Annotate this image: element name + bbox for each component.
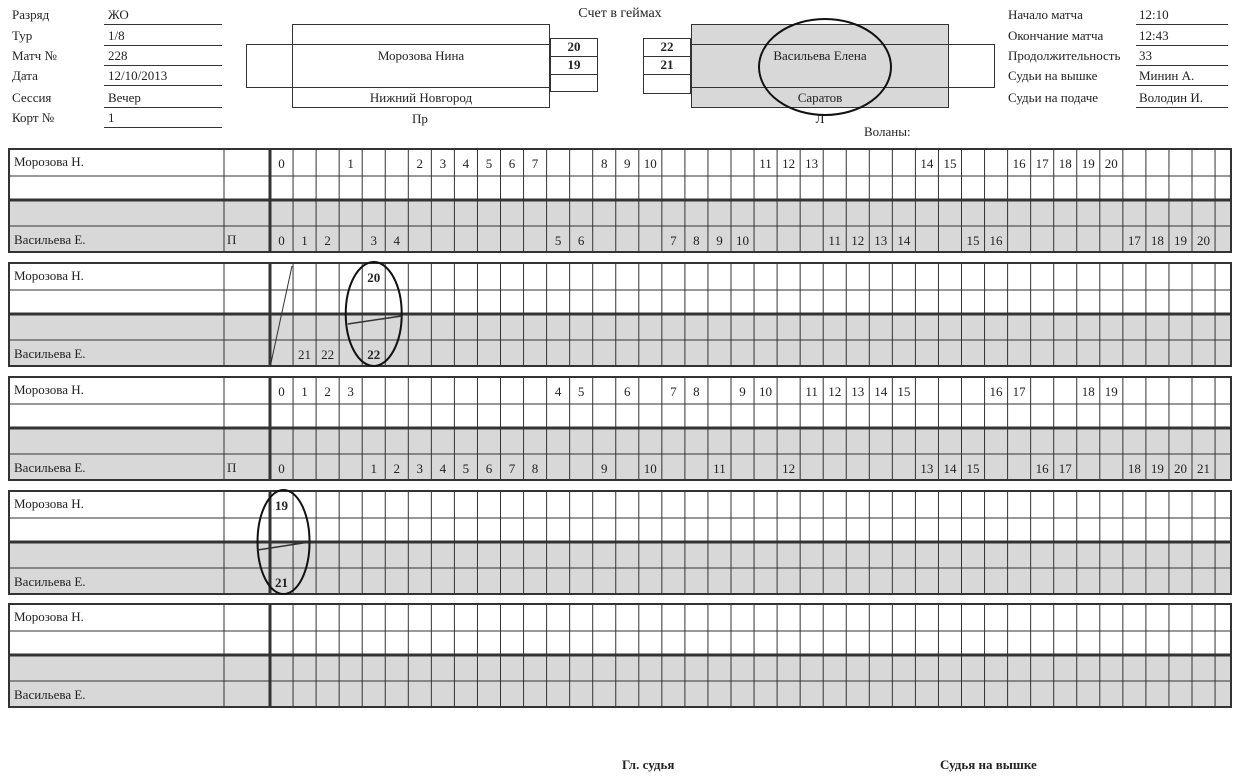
right-player-city: Саратов [797, 90, 843, 105]
score-cell: 1 [301, 384, 308, 399]
score-cell: 8 [600, 156, 608, 171]
score-cell: 20 [1197, 233, 1210, 248]
score-cell: 13 [851, 384, 865, 399]
top-player-name: Морозова Н. [14, 609, 84, 624]
info-value: Вечер [108, 90, 141, 105]
score-cell: 5 [554, 233, 562, 248]
game-block [8, 490, 1232, 595]
score-cell: 5 [577, 384, 585, 399]
score-cell: 2 [393, 461, 400, 476]
score-cell: 3 [347, 384, 354, 399]
score-cell: 18 [1127, 461, 1141, 476]
umpire-label: Судья на вышке [940, 757, 1037, 772]
score-cell: 21 [298, 347, 312, 362]
score-cell: 6 [485, 461, 493, 476]
info-value: Минин А. [1139, 68, 1195, 83]
grid-lines [10, 605, 1230, 706]
score-cell: 8 [531, 461, 539, 476]
left-player-city: Нижний Новгород [369, 90, 473, 105]
underline [104, 65, 222, 66]
left-player-side: Пр [412, 111, 428, 126]
info-label: Дата [12, 68, 38, 83]
bottom-player-name: Васильева Е. [14, 574, 86, 589]
score-cell: 6 [624, 384, 631, 399]
score-cell: 15 [943, 156, 957, 171]
score-cell: 10 [736, 233, 749, 248]
score-cell: 22 [367, 347, 381, 362]
score-cell: 9 [600, 461, 608, 476]
grid-lines [10, 264, 1230, 365]
underline [104, 107, 222, 108]
underline [1136, 24, 1228, 25]
score-cell: 18 [1081, 384, 1095, 399]
score-cell: 10 [643, 461, 657, 476]
info-label: Корт № [12, 110, 55, 125]
underline [1136, 65, 1228, 66]
score-cell: 4 [462, 156, 470, 171]
score-cell: 2 [324, 233, 331, 248]
score-cell: 14 [943, 461, 957, 476]
score-cell: 0 [278, 461, 285, 476]
score-cell: 9 [716, 233, 723, 248]
score-cell: 16 [1035, 461, 1049, 476]
game-block [8, 262, 1232, 367]
score-cell: 19 [1150, 461, 1164, 476]
score-cell: 17 [1012, 384, 1026, 399]
info-value: 1 [108, 110, 115, 125]
slash-mark [348, 316, 402, 324]
info-label: Сессия [12, 90, 52, 105]
score-cell: 11 [759, 156, 772, 171]
info-label: Судьи на вышке [1008, 68, 1098, 83]
score-cell: 4 [439, 461, 447, 476]
info-label: Судьи на подаче [1008, 90, 1099, 105]
underline [1136, 45, 1228, 46]
score-cell: 19 [1081, 156, 1095, 171]
score-cell: 13 [874, 233, 888, 248]
bottom-player-name: Васильева Е. [14, 460, 86, 475]
score-cell: 0 [278, 156, 285, 171]
info-value: 12:10 [1139, 7, 1169, 22]
score-cell: 6 [577, 233, 585, 248]
right-game-score-1: 22 [660, 39, 674, 54]
right-player-name: Васильева Елена [773, 48, 867, 63]
score-cell: 21 [275, 575, 288, 590]
game-block [8, 148, 1232, 253]
score-cell: 12 [828, 384, 842, 399]
info-label: Начало матча [1008, 7, 1083, 22]
divider [550, 74, 598, 75]
score-cell: 11 [828, 233, 841, 248]
score-cell: 14 [897, 233, 911, 248]
score-cell: 20 [1173, 461, 1187, 476]
underline [1136, 85, 1228, 86]
serve-mark: П [227, 232, 237, 247]
divider [643, 74, 691, 75]
score-cell: 18 [1058, 156, 1072, 171]
top-player-name: Морозова Н. [14, 268, 84, 283]
top-player-name: Морозова Н. [14, 382, 84, 397]
score-cell: 19 [1173, 233, 1187, 248]
info-value: 12:43 [1139, 28, 1169, 43]
left-game-score-1: 20 [567, 39, 581, 54]
score-cell: 3 [439, 156, 447, 171]
score-cell: 7 [531, 156, 539, 171]
score-cell: 12 [782, 461, 796, 476]
top-player-name: Морозова Н. [14, 154, 84, 169]
underline [104, 127, 222, 128]
left-player-name: Морозова Нина [377, 48, 465, 63]
score-cell: 7 [670, 384, 677, 399]
score-cell: 7 [670, 233, 677, 248]
underline [104, 24, 222, 25]
score-cell: 3 [370, 233, 377, 248]
score-cell: 22 [321, 347, 335, 362]
bottom-player-name: Васильева Е. [14, 232, 86, 247]
score-cell: 19 [1104, 384, 1118, 399]
score-cell: 5 [485, 156, 493, 171]
score-cell: 10 [759, 384, 773, 399]
bottom-player-name: Васильева Е. [14, 346, 86, 361]
underline [104, 85, 222, 86]
score-cell: 3 [416, 461, 424, 476]
info-value: ЖО [108, 7, 129, 22]
underline [104, 45, 222, 46]
score-cell: 9 [624, 156, 631, 171]
game-block [8, 376, 1232, 481]
game-block [8, 603, 1232, 708]
score-cell: 17 [1035, 156, 1049, 171]
score-cell: 5 [462, 461, 470, 476]
score-cell: 11 [805, 384, 818, 399]
score-cell: 6 [508, 156, 516, 171]
score-cell: 0 [278, 233, 285, 248]
score-cell: 9 [739, 384, 746, 399]
score-cell: 16 [989, 233, 1003, 248]
score-cell: 15 [966, 233, 980, 248]
right-game-score-2: 21 [660, 57, 674, 72]
info-label: Матч № [12, 48, 57, 63]
top-player-name: Морозова Н. [14, 496, 84, 511]
info-label: Тур [12, 28, 33, 43]
score-cell: 4 [393, 233, 400, 248]
score-cell: 13 [805, 156, 819, 171]
score-cell: 1 [370, 461, 377, 476]
info-value: 1/8 [108, 28, 125, 43]
info-value: 33 [1139, 48, 1152, 63]
grid-lines [10, 492, 1230, 593]
score-cell: 10 [643, 156, 657, 171]
score-cell: 1 [301, 233, 308, 248]
score-cell: 19 [275, 498, 288, 513]
serve-mark: П [227, 460, 237, 475]
score-cell: 7 [508, 461, 516, 476]
score-cell: 18 [1150, 233, 1164, 248]
score-cell: 20 [1104, 156, 1118, 171]
score-cell: 0 [278, 384, 285, 399]
score-cell: 17 [1058, 461, 1072, 476]
shuttles-label: Воланы: [864, 124, 911, 139]
score-cell: 8 [693, 384, 700, 399]
score-cell: 8 [693, 233, 700, 248]
info-value: Володин И. [1139, 90, 1204, 105]
score-cell: 16 [1012, 156, 1026, 171]
score-cell: 17 [1127, 233, 1141, 248]
info-label: Продолжительность [1008, 48, 1121, 63]
winner-circle [755, 16, 895, 118]
underline [1136, 107, 1228, 108]
score-cell: 4 [554, 384, 562, 399]
score-cell: 16 [989, 384, 1003, 399]
score-cell: 12 [782, 156, 796, 171]
score-cell: 21 [1197, 461, 1210, 476]
score-cell: 14 [920, 156, 934, 171]
score-cell: 15 [966, 461, 980, 476]
score-cell: 13 [920, 461, 934, 476]
right-player-side: Л [815, 111, 825, 126]
score-cell: 15 [897, 384, 911, 399]
games-score-title: Счет в геймах [578, 6, 662, 21]
bottom-player-name: Васильева Е. [14, 687, 86, 702]
info-label: Окончание матча [1008, 28, 1104, 43]
left-game-score-2: 19 [567, 57, 581, 72]
info-value: 228 [108, 48, 128, 63]
score-cell: 2 [416, 156, 424, 171]
info-value: 12/10/2013 [108, 68, 168, 83]
score-cell: 14 [874, 384, 888, 399]
score-cell: 20 [367, 270, 381, 285]
info-label: Разряд [12, 7, 50, 22]
score-cell: 1 [347, 156, 354, 171]
score-cell: 2 [324, 384, 331, 399]
score-cell: 11 [713, 461, 726, 476]
chief-judge-label: Гл. судья [622, 757, 675, 772]
score-cell: 12 [851, 233, 865, 248]
